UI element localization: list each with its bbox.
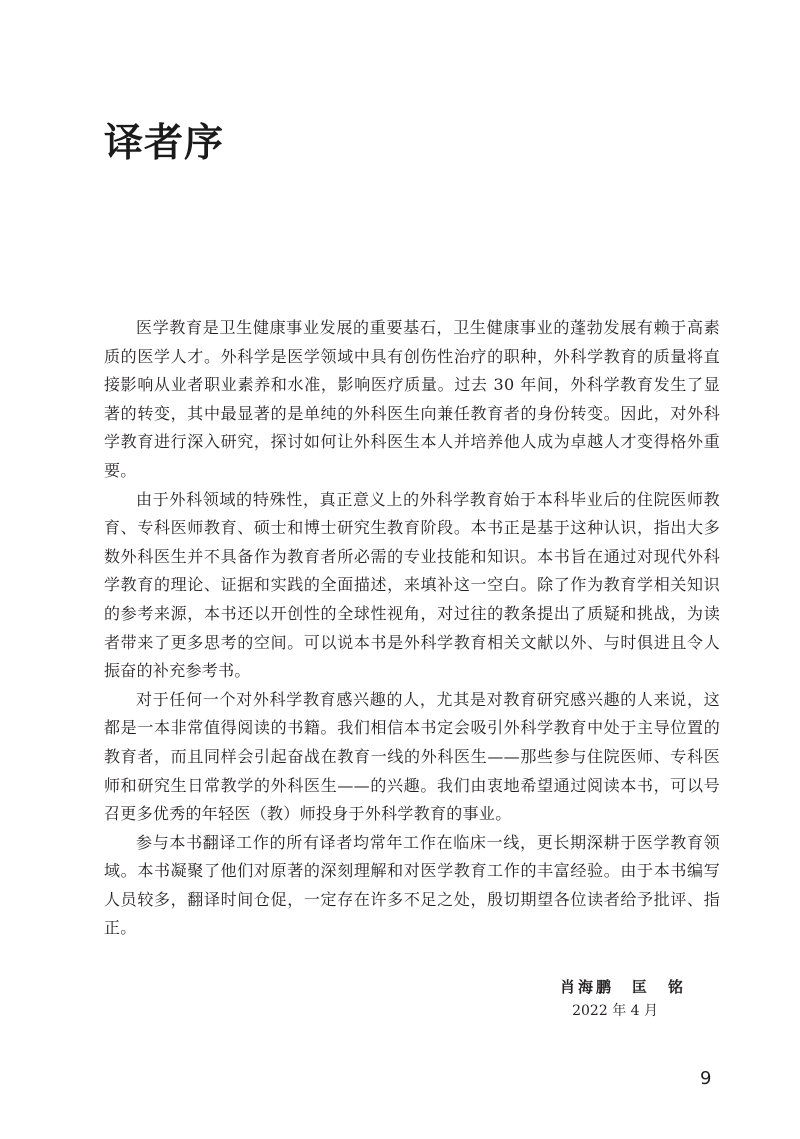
preface-body [104,314,720,943]
paragraph-4: 参与本书翻译工作的所有译者均常年工作在临床一线，更长期深耕于医学教育领域。本书凝聚了他们对原著的深刻理解和对医学教育工作的丰富经验。由于本书编写人员较多，翻译时间仓促，一定存在许多不足之处，殷切期望各位读者给予批评、指正。 [104,832,720,938]
page-number: 9 [700,1068,712,1089]
paragraph-3: 对于任何一个对外科学教育感兴趣的人，尤其是对教育研究感兴趣的人来说，这都是一本非常值得阅读的书籍。我们相信本书定会吸引外科学教育中处于主导位置的教育者，而且同样会引起奋战在教育一线的外科医生——那些参与住院医师、专科医师和研究生日常教学的外科医生——的兴趣。我们由衷地希望通过阅读本书，可以号召更多优秀的年轻医（教）师投身于外科学教育的事业。 [104,689,720,824]
paragraph-2: 由于外科领域的特殊性，真正意义上的外科学教育始于本科毕业后的住院医师教育、专科医师教育、硕士和博士研究生教育阶段。本书正是基于这种认识，指出大多数外科医生并不具备作为教育者所必需的专业技能和知识。本书旨在通过对现代外科学教育的理论、证据和实践的全面描述，来填补这一空白。除了作为教育学相关知识的参考来源，本书还以开创性的全球性视角，对过往的教条提出了质疑和挑战，为读者带来了更多思考的空间。可以说本书是外科学教育相关文献以外、与时俱进且令人振奋的补充参考书。 [104,489,720,681]
translator-names: 肖海鹏 匡 铭 [559,978,686,996]
page-title: 译者序 [104,121,225,166]
paragraph-1: 医学教育是卫生健康事业发展的重要基石，卫生健康事业的蓬勃发展有赖于高素质的医学人才。外科学是医学领域中具有创伤性治疗的职种，外科学教育的质量将直接影响从业者职业素养和水准，影响医疗质量。过去 30 年间，外科学教育发生了显著的转变，其中最显著的是单纯的外科医生向兼任教育者的身份转变。因此，对外科学教育进行深入研究，探讨如何让外科医生本人并培养他人成为卓越人才变得格外重要。 [104,318,720,480]
signature-date: 2022 年 4 月 [572,1003,658,1019]
